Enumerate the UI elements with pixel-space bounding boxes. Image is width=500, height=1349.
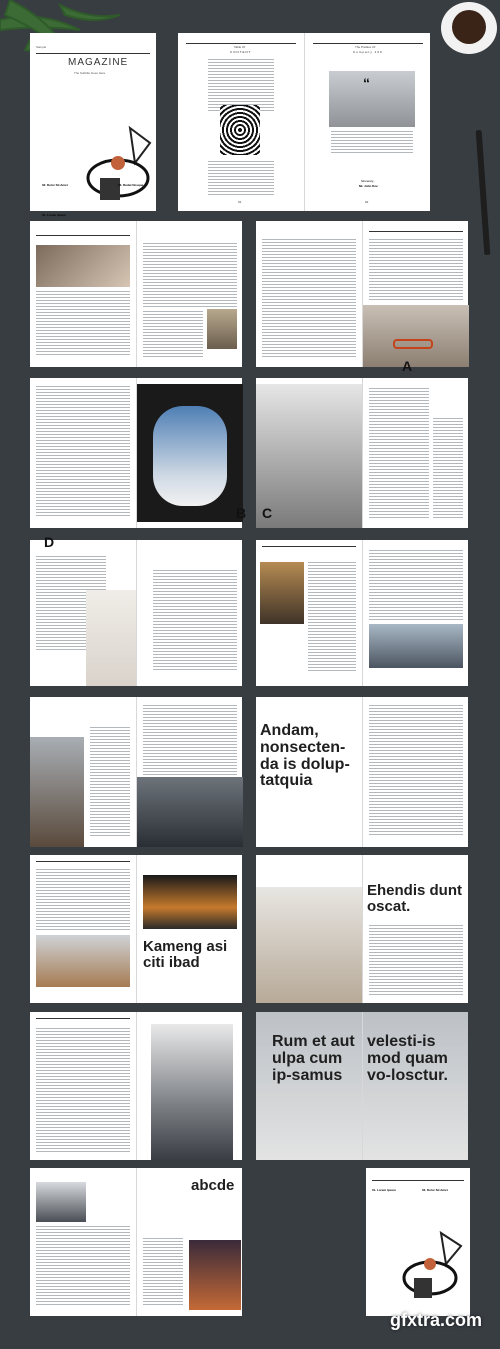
cover-top-label: Sample	[36, 45, 47, 49]
spread-label-d: D	[44, 534, 55, 550]
preface-quote-mark: “	[363, 75, 370, 91]
spread-14	[30, 1168, 242, 1316]
spread-12	[30, 1012, 242, 1160]
cover-title: MAGAZINE	[68, 57, 129, 68]
cover-item-c: 03. Rudet Nosque	[118, 183, 144, 187]
watermark: gfxtra.com	[389, 1310, 482, 1330]
spread-label-a: A	[402, 358, 413, 374]
back-cover-basketball-photo	[386, 1228, 466, 1308]
preface-page: The Preface Of Company 100 “ Sincerely, Mr. John Doe 02	[304, 33, 430, 211]
headline-kameng: Kameng asi citi ibad	[143, 938, 228, 971]
spread-6	[30, 540, 242, 686]
back-cover-item-b: 02. Dolor Sit Amet	[422, 1188, 448, 1192]
spread-5	[256, 378, 468, 528]
spread-11	[256, 855, 468, 1003]
preface-photo	[329, 71, 415, 127]
spread-10	[30, 855, 242, 1003]
spread-label-b: B	[236, 505, 247, 521]
back-cover-page	[366, 1168, 470, 1316]
toc-subheading: CONTENT	[230, 50, 252, 54]
coffee-cup-decoration	[436, 0, 500, 60]
spread-13	[256, 1012, 468, 1160]
spread-4	[30, 378, 242, 528]
preface-subheading: Company 100	[353, 50, 383, 54]
spread-label-c: C	[262, 505, 273, 521]
cover-page	[30, 33, 156, 217]
spread-9	[256, 697, 468, 847]
headline-abcde: abcde	[191, 1177, 235, 1194]
cover-item-a: 01. Lorem Ipsum	[42, 213, 66, 217]
toc-pattern-image	[220, 105, 260, 155]
sunglasses-icon	[393, 339, 433, 349]
headline-velesti: velesti-is mod quam vo-losctur.	[367, 1033, 448, 1084]
headline-rum: Rum et aut ulpa cum ip-samus	[272, 1033, 355, 1084]
spread-7	[256, 540, 468, 686]
pencil-decoration	[476, 130, 491, 255]
toc-heading: Table Of	[234, 45, 246, 49]
cover-subtitle: The Subtitle Goes Here	[74, 71, 106, 75]
toc-page: Table Of CONTENT 01	[178, 33, 304, 211]
cover-basketball-photo	[70, 123, 156, 208]
headline-andam: Andam, nonsecten-da is dolup-tatquia	[260, 722, 350, 790]
cover-item-b: 02. Dolor Sit Amet	[42, 183, 68, 187]
preface-sign-name: Mr. John Doe	[359, 184, 378, 188]
preface-heading: The Preface Of	[355, 45, 376, 49]
preface-sign-label: Sincerely,	[361, 179, 374, 183]
spread-2	[30, 221, 242, 367]
window-view	[153, 406, 227, 506]
headline-ehendis: Ehendis dunt oscat.	[367, 882, 462, 915]
back-cover-item-a: 01. Lorem Ipsum	[372, 1188, 396, 1192]
toc-preface-spread	[178, 33, 430, 211]
spread-3	[256, 221, 468, 367]
spread-8	[30, 697, 242, 847]
